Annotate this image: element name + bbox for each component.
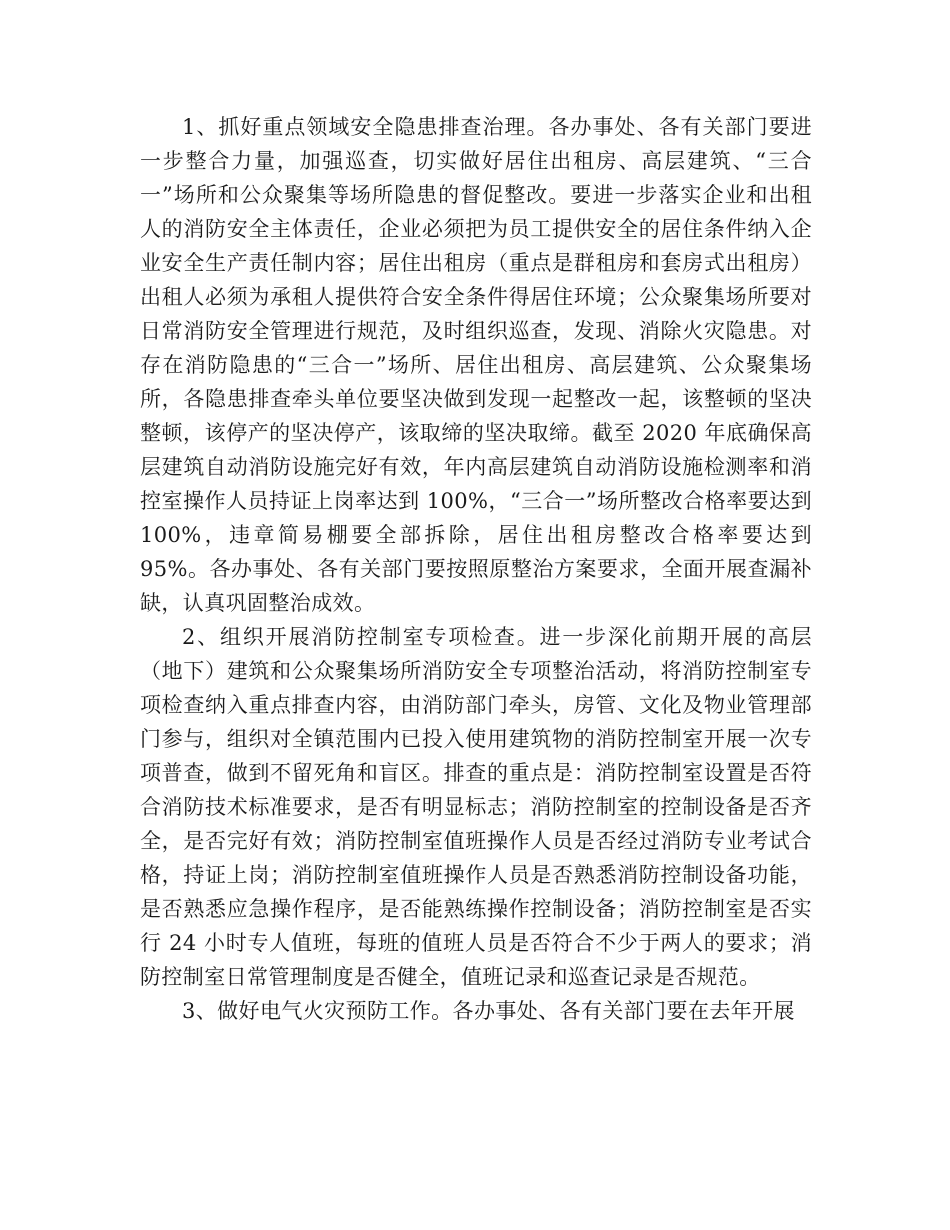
paragraph-fire-control-room-check: 2、组织开展消防控制室专项检查。进一步深化前期开展的高层（地下）建筑和公众聚集场所消防安全专项整治活动，将消防控制室专项检查纳入重点排查内容，由消防部门牵头，房管、文化及物业管理部门参与，组织对全镇范围内已投入使用建筑物的消防控制室开展一次专项普查，做到不留死角和盲区。排查的重点是：消防控制室设置是否符合消防技术标准要求，是否有明显标志；消防控制室的控制设备是否齐全，是否完好有效；消防控制室值班操作人员是否经过消防专业考试合格，持证上岗；消防控制室值班操作人员是否熟悉消防控制设备功能，是否熟悉应急操作程序，是否能熟练操作控制设备；消防控制室是否实行 24 小时专人值班，每班的值班人员是否符合不少于两人的要求；消防控制室日常管理制度是否健全，值班记录和巡查记录是否规范。: [140, 625, 812, 989]
paragraph-hazard-inspection: 1、抓好重点领域安全隐患排查治理。各办事处、各有关部门要进一步整合力量，加强巡查，切实做好居住出租房、高层建筑、“三合一”场所和公众聚集等场所隐患的督促整改。要进一步落实企业和出租人的消防安全主体责任，企业必须把为员工提供安全的居住条件纳入企业安全生产责任制内容；居住出租房（重点是群租房和套房式出租房）出租人必须为承租人提供符合安全条件得居住环境；公众聚集场所要对日常消防安全管理进行规范，及时组织巡查，发现、消除火灾隐患。对存在消防隐患的“三合一”场所、居住出租房、高层建筑、公众聚集场所，各隐患排查牵头单位要坚决做到发现一起整改一起，该整顿的坚决整顿，该停产的坚决停产，该取缔的坚决取缔。截至 2020 年底确保高层建筑自动消防设施完好有效，年内高层建筑自动消防设施检测率和消控室操作人员持证上岗率达到 100%，“三合一”场所整改合格率要达到 100%，违章简易棚要全部拆除，居住出租房整改合格率要达到 95%。各办事处、各有关部门要按照原整治方案要求，全面开展查漏补缺，认真巩固整治成效。: [140, 115, 812, 615]
paragraph-electrical-fire-prevention: 3、做好电气火灾预防工作。各办事处、各有关部门要在去年开展: [182, 999, 795, 1023]
document-body: [140, 110, 812, 1028]
